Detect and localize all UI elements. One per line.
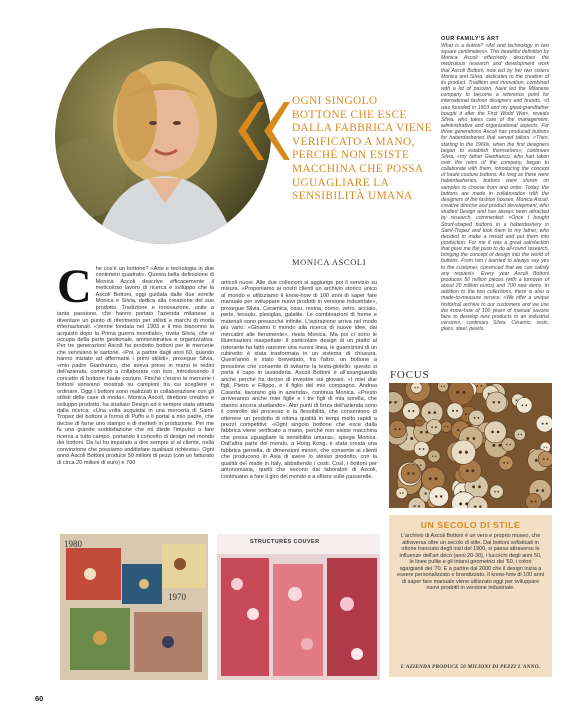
button-shape: [514, 429, 525, 440]
button-shape: [428, 450, 440, 462]
button-shape: [484, 421, 506, 443]
button-hole: [463, 391, 466, 394]
button-hole: [493, 401, 495, 403]
button-hole: [435, 495, 437, 497]
button-shape: [441, 421, 452, 432]
button-hole: [457, 429, 459, 431]
button-hole: [531, 501, 533, 503]
button-hole: [435, 456, 436, 457]
button-hole: [491, 431, 494, 434]
button-hole: [425, 492, 427, 494]
button-hole: [472, 485, 475, 488]
button-hole: [423, 448, 425, 450]
button-hole: [492, 444, 495, 447]
archive-photo-years: [60, 534, 208, 680]
button-hole: [535, 501, 537, 503]
button-hole: [418, 420, 419, 421]
button-hole: [474, 417, 476, 419]
article-column-2: articoli nuovi. Alle due collezioni si aggiunge poi il servizio su misura. «Proponiamo ai nostri clienti un archivio storico unico al mondo e utilizziamo il know-how di 100 anni di saper fare manuale per sviluppare nuovi prodotti in versione industriale», prosegue Silvia. Ceramica, osso, resina, corno, vetro, acciaio, perle, tessuto, plexiglas, galalite. Le combinazioni di forme e materiali sono pressoché infinite. L'ispirazione arriva nel modo più vario: «Giriamo il mondo alla ricerca di nuove idee, dai mercatini alle fieramente», rivela Monica. Ma poi ci sono le illuminazioni inaspettate: il particolare design di un piatto al ristorante ha fatto nascere una nuova linea, le guarnizioni di un rubinetto è stata trasformata in un sistema di chiusura. Quest'anno è stato brevettato, fra l'altro, un bottone a pressione che consente di svitarne la testa-gioiello: questo si porta il capo in lavanderia. Ascoli Bottoni è all'avanguardia anche perché ha deciso di investire sui giovani. «I miei due figli, Pietro e Filippo, e il figlio del mio compagno, Andrea Caserta, lavorano già in azienda», continua Monica. «Presto arriveranno anche miei figlie e i tre figli di mia sorella, che stanno ancora studiando». Altri punti di forza dell'azienda sono il controllo del processo e la flessibilità, che consentono di ottenere un prodotto di ottima qualità in tempi molto rapidi a prezzi competitivi: «Ogni singolo bottone che esce dalla fabbrica viene verificato a mano, perché non esiste macchina che possa uguagliare la sensibilità umana», spiega Monica. Dall'altra parte del mondo, a Hong Kong, è stata creata una fabbrica gemella, di dimensioni minori, che consente ai clienti che producono in Asia di avere lo stesso prodotto, con la qualità del made in Italy, abbattendo i costi. Così, i bottoni per antonomasia, quelli che escono dai laboratori di Ascoli, continuano a fare il giro del mondo e a sfilare sulle passerelle.: [221, 280, 377, 480]
button-shape: [396, 487, 407, 498]
button-hole: [412, 410, 414, 412]
button-hole: [478, 417, 480, 419]
page-number: 60: [35, 694, 44, 703]
english-column-body: What is a button? «Art and technology in two square centimeters». This beautiful definition by Monica Ascoli effectively describes the meticulous research and development work that Ascoli Bottoni, now led by her two sisters Monica and Silvia, dedicates to the creation of its product. Tradition and innovation, combined with a lot of passion, have led the Milanese company to become a reference point for international fashion designers and brands. «It was founded in 1903 and my great-grandfather bought it after the First World War», reveals Silvia, who takes care of the management, administrative and organizational aspects. For three generations Ascoli has produced buttons for haberdasheries that served tailors. «Then, starting in the 1960s, when the first designers began to establish themselves», continues Silvia, «my father Gianfranco, who had taken over the reins of the company, began to collaborate with them, introducing the concept of haute couture buttons. As long as there were haberdasheries, buttons were shown on samples to choose from and order. Today, the buttons are made in collaboration with the designers of the fashion houses. Monica Ascoli, creative director and product development, who studied Design and has always been attracted by research, commented: «Once I bought Strurf-shaped buttons in a haberdashery in Saint-Tropez and took them to my father, who decided to make a mould and put them into production. For me it was a great satisfaction that gave me the push to do all-round research, bringing the concept of design into the world of buttons. From him I learned to always say yes to the customer, convinced that we can satisfy any request». Every year Ascoli Bottoni produces 50 million pieces (with a turnover of about 20 million euros) and 700 new items. In addition to the two collections, there is also a made-to-measure service. «We offer a unique historical archive to our customers and we use the know-how of 100 years of manual savoire faire to develop new products in an industrial version», continues Silvia. Ceramic, resin, glass, steel, pearls,: [441, 43, 549, 333]
button-shape: [502, 438, 516, 452]
button-hole: [544, 447, 545, 448]
button-hole: [429, 477, 432, 480]
button-hole: [419, 448, 421, 450]
button-shape: [490, 485, 504, 499]
button-hole: [516, 399, 518, 401]
button-hole: [399, 428, 401, 430]
button-hole: [506, 444, 508, 446]
pull-quote: OGNI SINGOLO BOTTONE CHE ESCE DALLA FABBRICA VIENE VERIFICATO A MANO, PERCHÉ NON ESISTE MACCHINA CHE POSSA UGUAGLIARE LA SENSIBILITÀ UMANA: [292, 95, 433, 203]
button-hole: [521, 434, 522, 435]
english-column-title: OUR FAMILY'S ART: [441, 36, 500, 42]
button-hole: [477, 385, 479, 387]
button-shape: [414, 442, 429, 457]
button-shape: [414, 416, 424, 426]
button-shape: [448, 383, 474, 405]
button-hole: [499, 444, 502, 447]
button-hole: [414, 387, 415, 388]
button-shape: [451, 440, 475, 464]
button-hole: [542, 489, 545, 492]
year-label-1980: 1980: [64, 539, 82, 549]
button-hole: [498, 491, 500, 493]
button-hole: [420, 420, 421, 421]
button-shape: [447, 403, 463, 419]
button-shape: [401, 464, 420, 483]
button-hole: [459, 451, 462, 454]
button-hole: [525, 404, 527, 406]
button-hole: [400, 492, 401, 493]
button-hole: [466, 437, 469, 440]
button-hole: [428, 411, 431, 414]
button-hole: [503, 462, 505, 464]
year-label-1970: 1970: [168, 592, 186, 602]
button-hole: [498, 401, 500, 403]
button-hole: [522, 404, 524, 406]
button-hole: [432, 456, 433, 457]
archive-photo-displays: [217, 534, 380, 680]
button-hole: [509, 444, 511, 446]
button-shape: [437, 383, 448, 392]
button-hole: [518, 434, 519, 435]
display-sign: STRUCTURES COUVER: [250, 539, 320, 545]
button-shape: [426, 420, 441, 435]
button-shape: [469, 410, 485, 426]
english-column: [441, 36, 549, 332]
button-hole: [414, 505, 416, 507]
pull-quote-attribution: MONICA ASCOLI: [292, 257, 367, 267]
button-hole: [474, 506, 476, 508]
article-column-1-text: he cos'è un bottone? «Arte e tecnologia in due centimetri quadrati». Questa bella definizione di Monica Ascoli descrive efficacemente il meticoloso lavoro di ricerca e sviluppo che la Ascoli Bottoni, oggi guidata dalle due sorelle Monica e Silvia, dedica alla creazione del suo prodotto. Tradizione e innovazione, unite a tanta passione, che hanno portato l'azienda milanese a diventare un punto di riferimento per stilisti e marchi di moda internazionali. «Venne fondata nel 1903 e il mio bisnonno la acquistò dopo la Prima guerra mondiale», rivela Silvia, che si occupa della parte gestionale, amministrativa e organizzativa. Per tre generazioni Ascoli ha prodotto bottoni per le mercerie che servivano le sartorie. «Poi, a partire dagli anni 60, quando hanno iniziato ad affermarsi i primi stilisti», prosegue Silvia, «mio padre Gianfranco, che aveva preso in mano le redini dell'azienda, cominciò a collaborare con loro, introducendo il concetto di bottone haute couture. Finché c'erano le mercerie i bottoni venivano mostrati su campioni tra cui scegliere e ordinare. Oggi i bottoni sono realizzati in collaborazione con gli stilisti delle case di moda». Monica Ascoli, direttore creativo e sviluppo prodotto, ha studiato Design ed è sempre stata attratta dalla ricerca: «Una volta acquistai in una merceria di Saint-Tropez dei bottoni a forma di Puffo e li portai a mio padre, che decise di farne uno stampo e di metterli in produzione. Per me fu una grande soddisfazione che mi diede l'impulso a fare ricerca a tutto campo, portando il concetto di design nel mondo dei bottoni. Da lui ho imparato a dire sempre sì al cliente, nella convinzione che possiamo soddisfare qualsiasi richiesta». Ogni anno Ascoli Bottoni produce 50 milioni di pezzi (con un fatturato di circa 20 milioni di euro) e 700: [57, 266, 214, 466]
button-hole: [466, 469, 469, 472]
button-hole: [394, 401, 397, 404]
button-hole: [408, 410, 410, 412]
button-shape: [517, 398, 533, 414]
button-hole: [472, 469, 475, 472]
button-shape: [538, 451, 552, 466]
button-hole: [417, 387, 418, 388]
button-hole: [456, 391, 459, 394]
button-hole: [444, 386, 445, 387]
button-shape: [429, 487, 449, 507]
button-hole: [434, 411, 437, 414]
button-shape: [411, 383, 422, 393]
button-hole: [389, 401, 392, 404]
button-hole: [420, 464, 422, 466]
button-hole: [440, 495, 442, 497]
button-hole: [543, 458, 545, 460]
article-column-1: [57, 260, 214, 466]
button-hole: [497, 431, 500, 434]
button-hole: [410, 437, 413, 440]
button-hole: [480, 385, 482, 387]
button-hole: [435, 477, 438, 480]
button-hole: [535, 459, 538, 462]
focus-label: FOCUS: [390, 369, 430, 381]
button-hole: [465, 451, 468, 454]
button-shape: [499, 456, 513, 470]
button-hole: [494, 491, 496, 493]
button-hole: [536, 489, 539, 492]
sidebar-caption: L'AZIENDA PRODUCE 50 MILIONI DI PEZZI L'ANNO.: [400, 664, 541, 670]
button-hole: [402, 492, 403, 493]
button-hole: [507, 462, 509, 464]
button-hole: [459, 502, 462, 505]
button-hole: [420, 431, 423, 434]
sidebar-body: L'archivio di Ascoli Bottoni è un vero e proprio museo, che attraversa oltre un secolo di stile. Dai bottoni sofisticati in ottone tranciato degli inizi del 1900, si passa attraverso le influenze dell'art déco (anni 20-30), i lucciichi degli anni 50, le linee pulite e gli intarsi geometrici dei '60, i colori sgargianti dei '70. E a partire dal 2000 che il design inizia a essere personalizzato e brandizzato. Il know-how di 100 anni di saper fare manuale viene utilizzato oggi per sviluppare nuovi prodotti in versione industriale.: [397, 533, 544, 591]
button-shape: [526, 493, 542, 508]
button-hole: [394, 428, 396, 430]
button-shape: [536, 415, 552, 432]
button-hole: [542, 423, 544, 425]
drop-cap: C: [57, 260, 92, 313]
button-hole: [441, 386, 442, 387]
button-hole: [435, 426, 437, 428]
button-hole: [546, 447, 547, 448]
button-hole: [452, 410, 454, 412]
button-hole: [478, 485, 481, 488]
button-shape: [486, 392, 507, 413]
button-hole: [479, 506, 481, 508]
button-hole: [447, 426, 448, 427]
quote-marks-icon: [228, 98, 298, 164]
button-hole: [444, 426, 445, 427]
buttons-photo: [389, 383, 552, 508]
sidebar-title: UN SECOLO DI STILE: [420, 520, 521, 530]
button-hole: [547, 458, 549, 460]
button-hole: [407, 472, 409, 474]
button-hole: [431, 426, 433, 428]
button-shape: [389, 420, 406, 437]
button-hole: [546, 423, 548, 425]
button-hole: [465, 413, 467, 415]
button-hole: [418, 505, 420, 507]
button-hole: [412, 472, 414, 474]
button-hole: [456, 410, 458, 412]
sidebar-box: [389, 515, 552, 677]
button-hole: [473, 437, 476, 440]
